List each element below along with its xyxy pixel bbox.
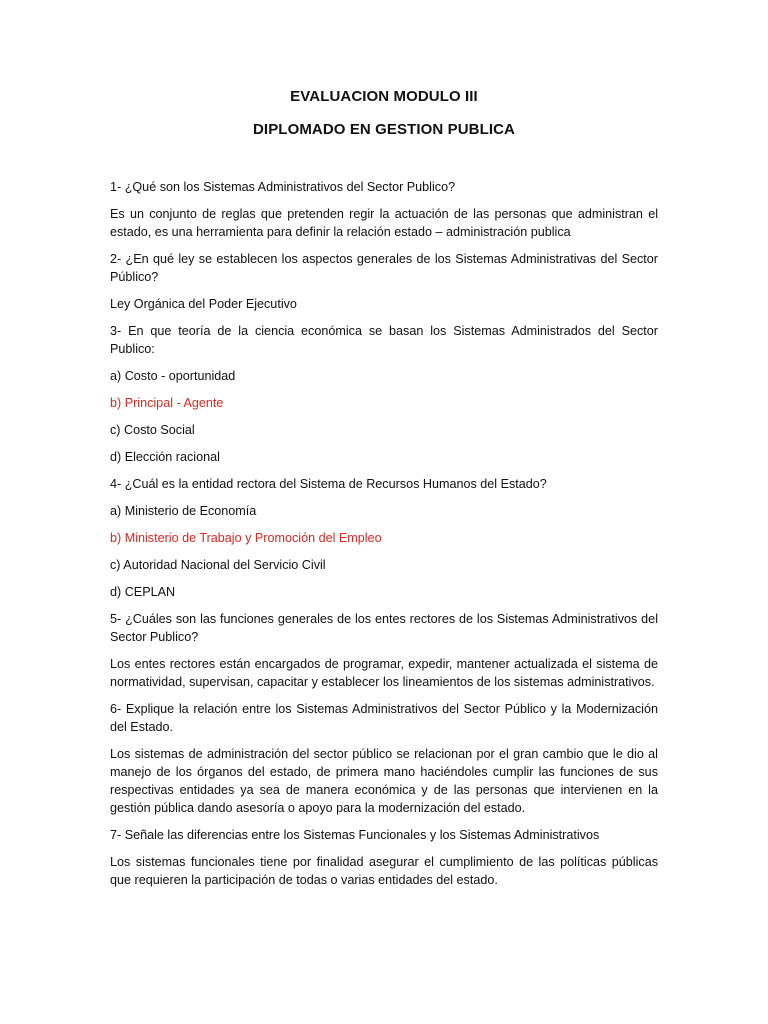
question-3: 3- En que teoría de la ciencia económica se basan los Sistemas Administrados del Sector Publico: <box>110 324 658 356</box>
answer-7: Los sistemas funcionales tiene por finalidad asegurar el cumplimiento de las políticas públicas que requieren la participación de todas o varias entidades del estado. <box>110 855 658 887</box>
question-7: 7- Señale las diferencias entre los Sistemas Funcionales y los Sistemas Administrativos <box>110 828 600 842</box>
answer-2: Ley Orgánica del Poder Ejecutivo <box>110 297 297 311</box>
question-4: 4- ¿Cuál es la entidad rectora del Sistema de Recursos Humanos del Estado? <box>110 477 547 491</box>
answer-1: Es un conjunto de reglas que pretenden regir la actuación de las personas que administran el estado, es una herramienta para definir la relación estado – administración publica <box>110 207 658 239</box>
document-subtitle: DIPLOMADO EN GESTION PUBLICA <box>253 121 515 138</box>
q4-option-c: c) Autoridad Nacional del Servicio Civil <box>110 558 326 572</box>
q3-option-d: d) Elección racional <box>110 450 220 464</box>
q3-option-a: a) Costo - oportunidad <box>110 369 236 383</box>
q3-option-b-correct: b) Principal - Agente <box>110 396 224 410</box>
question-1: 1- ¿Qué son los Sistemas Administrativos del Sector Publico? <box>110 180 456 194</box>
document-title: EVALUACION MODULO III <box>290 88 478 105</box>
question-6: 6- Explique la relación entre los Sistemas Administrativos del Sector Público y la Modernización del Estado. <box>110 702 658 734</box>
q4-option-d: d) CEPLAN <box>110 585 176 599</box>
question-5: 5- ¿Cuáles son las funciones generales de los entes rectores de los Sistemas Administrativos del Sector Publico? <box>110 612 658 644</box>
q3-option-c: c) Costo Social <box>110 423 195 437</box>
answer-6: Los sistemas de administración del sector público se relacionan por el gran cambio que le dio al manejo de los órganos del estado, de primera mano haciéndoles cumplir las funciones de sus respectivas entidades ya sea de manera económica y de las personas que intervienen en la gestión pública dando asesoría o apoyo para la modernización del estado. <box>110 747 658 815</box>
question-2: 2- ¿En qué ley se establecen los aspectos generales de los Sistemas Administrativas del Sector Público? <box>110 252 658 284</box>
document-body <box>110 178 658 898</box>
q4-option-a: a) Ministerio de Economía <box>110 504 257 518</box>
q4-option-b-correct: b) Ministerio de Trabajo y Promoción del Empleo <box>110 531 382 545</box>
answer-5: Los entes rectores están encargados de programar, expedir, mantener actualizada el sistema de normatividad, supervisan, capacitar y establecer los lineamientos de los sistemas administrativos. <box>110 657 658 689</box>
